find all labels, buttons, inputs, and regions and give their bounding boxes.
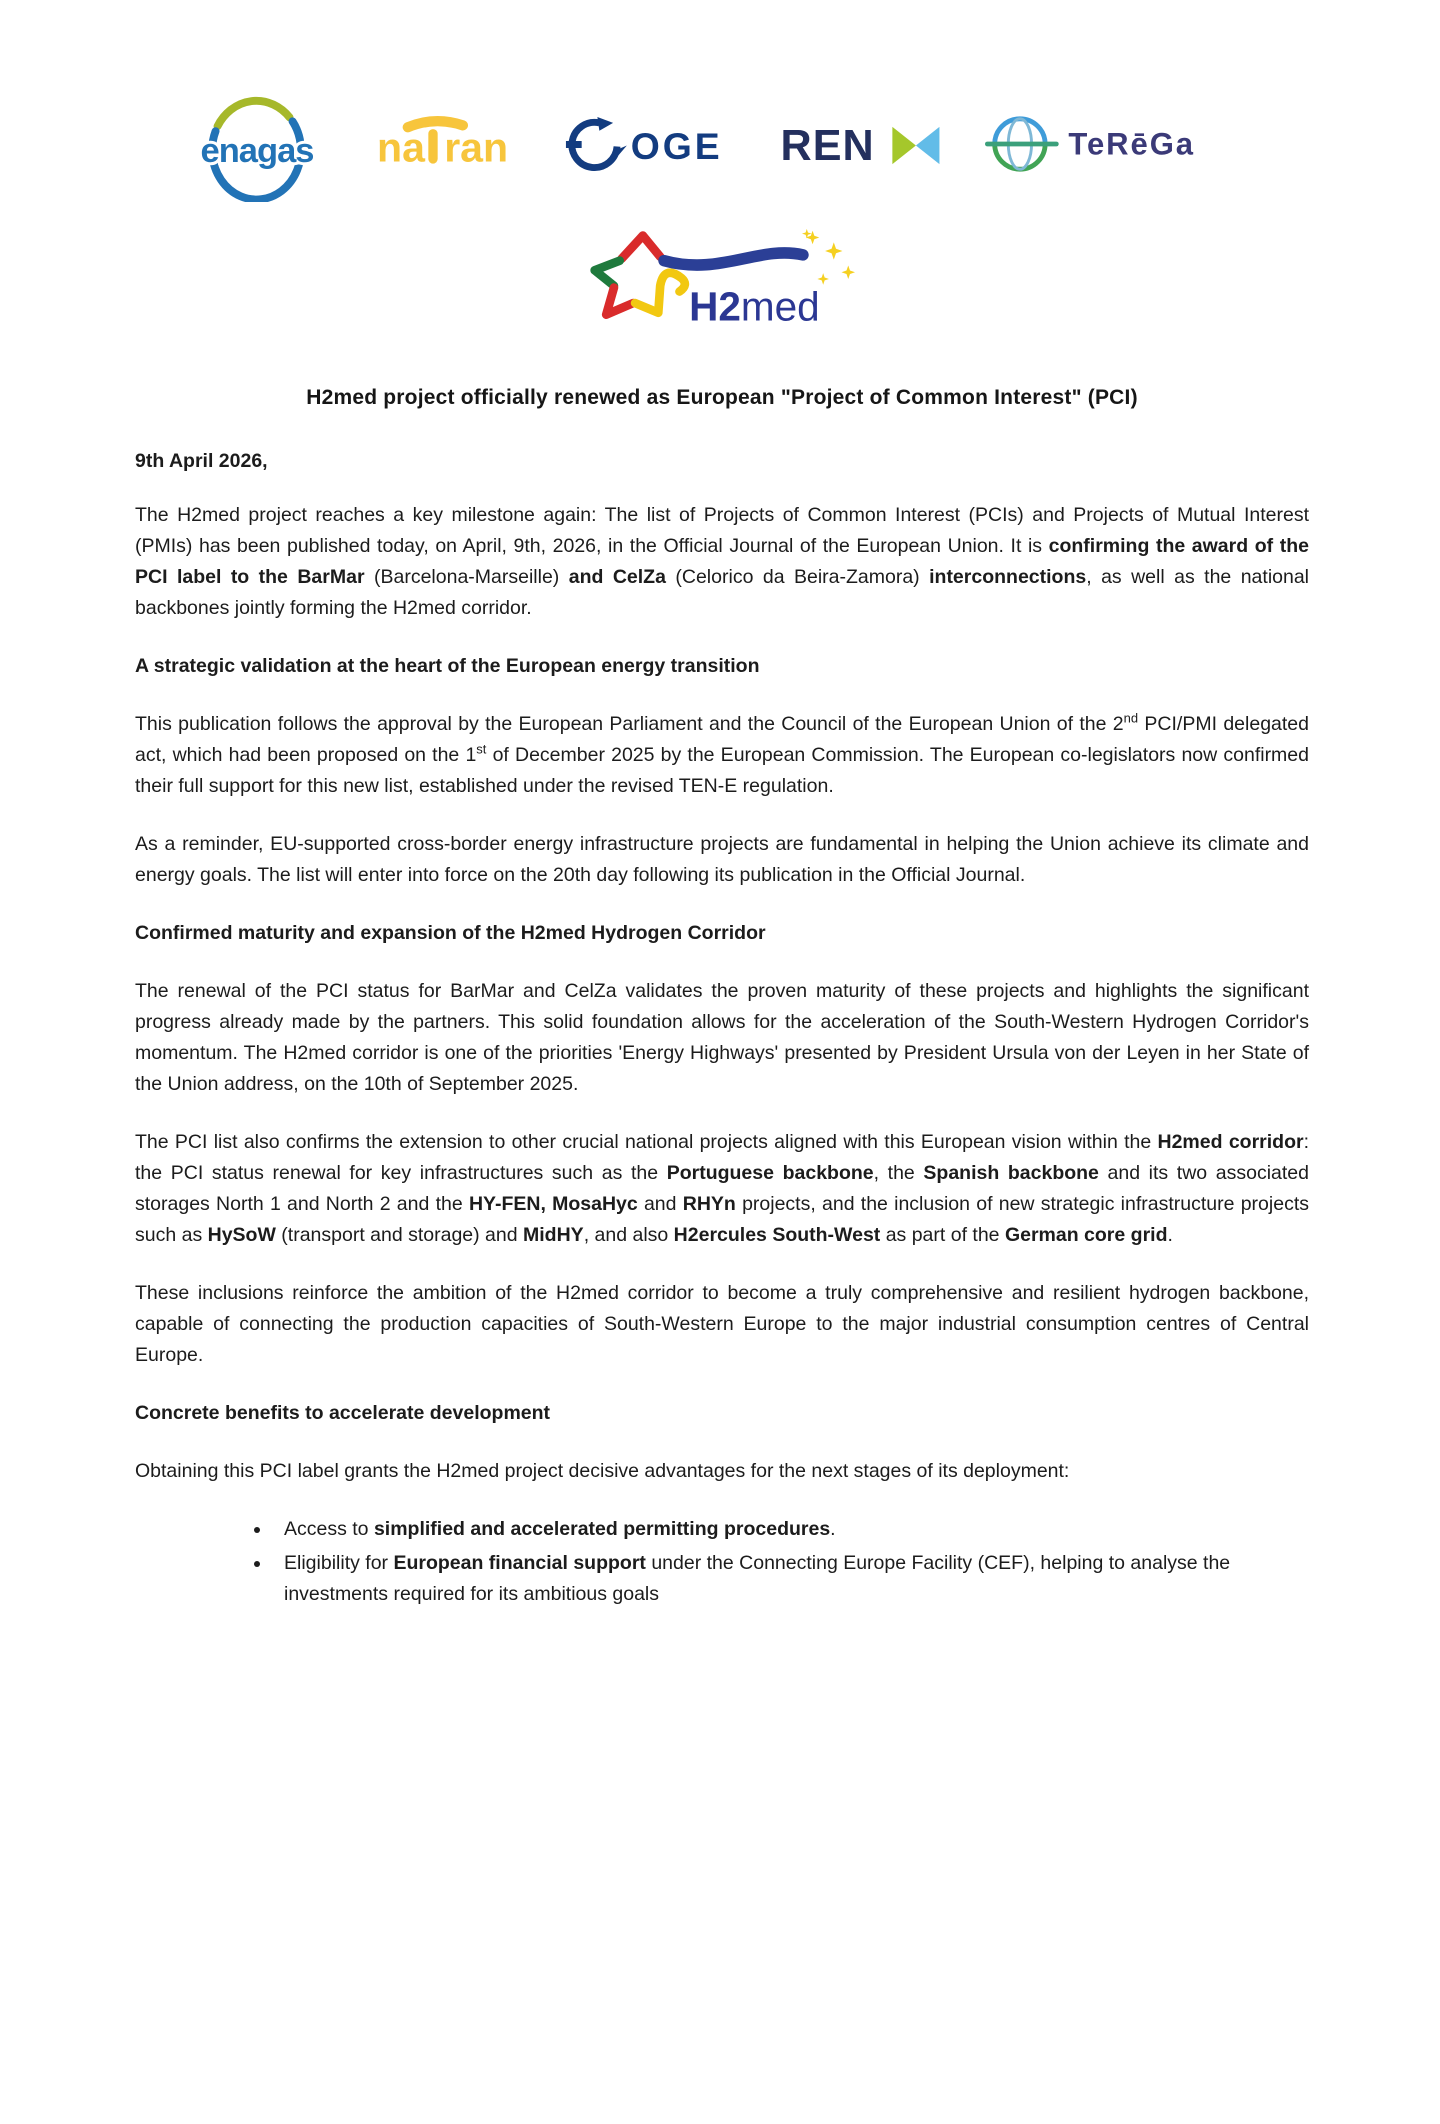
body-text: The H2med project reaches a key milestone again: The list of Projects of Common Interest (PCIs) and Projects of Mutual Interest (PMIs) has been published today, on April, 9th, 2026, in the Official Journal of the European Union. It is <box>135 504 1309 557</box>
body-text: . <box>1167 1224 1173 1246</box>
h2med-swoosh <box>664 253 803 265</box>
body-text: (transport and storage) and <box>275 1224 524 1246</box>
sparkle-icon <box>842 265 856 279</box>
body-text: . <box>830 1518 836 1540</box>
paragraph <box>135 1456 1309 1487</box>
terega-logo <box>985 109 1210 179</box>
paragraph <box>135 1127 1309 1251</box>
document-body <box>135 500 1309 1610</box>
oge-logo <box>562 116 734 173</box>
body-text: , the <box>873 1162 924 1184</box>
body-text: under the Connecting Europe Facility (CEF), helping to analyse the investments required for its ambitious goals <box>284 1552 1231 1605</box>
bold-text: interconnections <box>929 566 1087 588</box>
document-date: 9th April 2026, <box>135 450 268 472</box>
bold-text: and CelZa <box>568 566 666 588</box>
sparkle-icon <box>825 242 842 259</box>
bold-text: European financial support <box>393 1552 646 1574</box>
natran-logo <box>377 115 517 173</box>
bold-text: German core grid <box>1004 1224 1168 1246</box>
paragraph <box>135 1278 1309 1371</box>
natran-wordmark-right: ran <box>443 124 508 171</box>
paragraph <box>135 709 1309 802</box>
enagas-ellipse-top-arc <box>218 101 290 126</box>
body-text: projects, and the inclusion of new strategic infrastructure projects such as <box>135 1193 1309 1246</box>
body-text: This publication follows the approval by the European Parliament and the Council of the European Union of the 2 <box>135 713 1124 735</box>
bold-text: H2ercules South-West <box>673 1224 881 1246</box>
body-text: Access to <box>284 1518 374 1540</box>
oge-wordmark: OGE <box>630 124 723 167</box>
bold-text: MidHY <box>523 1224 584 1246</box>
ren-wordmark: REN <box>780 121 875 170</box>
h2med-star-red-top <box>622 236 661 259</box>
body-text: , as well as the national backbones jointly forming the H2med corridor. <box>135 566 1310 619</box>
body-text: (Celorico da Beira-Zamora) <box>665 566 930 588</box>
body-text: , and also <box>583 1224 674 1246</box>
terega-wordmark: TeRēGa <box>1068 126 1195 162</box>
body-text: (Barcelona-Marseille) <box>364 566 569 588</box>
bold-text: Portuguese backbone <box>666 1162 874 1184</box>
bold-text: Spanish backbone <box>923 1162 1099 1184</box>
body-text: The renewal of the PCI status for BarMar and CelZa validates the proven maturity of these projects and highlights the significant progress already made by the partners. This solid foundation allows for the acceleration of the South-Western Hydrogen Corridor's momentum. The H2med corridor is one of the priorities 'Energy Highways' presented by President Ursula von der Leyen in her State of the Union address, on the 10th of September 2025. <box>135 980 1309 1095</box>
body-text: PCI/PMI delegated act, which had been proposed on the 1 <box>135 713 1309 766</box>
terega-globe-bottom <box>995 144 1045 169</box>
body-text: These inclusions reinforce the ambition of the H2med corridor to become a truly comprehensive and resilient hydrogen backbone, capable of connecting the production capacities of South-Western Europe to the major industrial consumption centres of Central Europe. <box>135 1282 1309 1366</box>
terega-globe-bar <box>985 142 1059 147</box>
bold-text: RHYn <box>682 1193 736 1215</box>
bullet-item <box>272 1548 1309 1610</box>
body-text: Obtaining this PCI label grants the H2med project decisive advantages for the next stages of its deployment: <box>135 1460 1070 1482</box>
h2med-wordmark: H2med <box>689 283 820 330</box>
section-heading: A strategic validation at the heart of the European energy transition <box>135 655 760 677</box>
partner-logos <box>183 86 1210 202</box>
body-text: As a reminder, EU-supported cross-border energy infrastructure projects are fundamental in helping the Union achieve its climate and energy goals. The list will enter into force on the 20th day following its publication in the Official Journal. <box>135 833 1309 886</box>
enagas-wordmark: enagas <box>200 131 314 170</box>
h2med-star-red-bottom <box>606 288 633 315</box>
bullet-item <box>272 1514 1309 1545</box>
bold-text: H2med corridor <box>1157 1131 1304 1153</box>
ren-green-triangle-icon <box>892 126 916 163</box>
body-text: as part of the <box>880 1224 1005 1246</box>
bold-text: simplified and accelerated permitting procedures <box>373 1518 831 1540</box>
document-content <box>135 386 1309 1610</box>
natran-t-stem <box>428 129 437 164</box>
body-text: of December 2025 by the European Commission. The European co-legislators now confirmed their full support for this new list, established under the revised TEN-E regulation. <box>135 744 1309 797</box>
superscript-text: st <box>476 741 487 757</box>
body-text: and its two associated storages North 1 and North 2 and the <box>135 1162 1310 1215</box>
section-heading: Confirmed maturity and expansion of the H2med Hydrogen Corridor <box>135 922 766 944</box>
h2med-logo <box>575 224 865 332</box>
natran-wordmark-left: na <box>376 124 425 171</box>
h2med-star-yellow-swirl <box>635 273 685 313</box>
body-text: The PCI list also confirms the extension to other crucial national projects aligned with this European vision within the <box>135 1131 1158 1153</box>
ren-logo <box>780 119 940 170</box>
document-page <box>0 86 1440 1610</box>
enagas-logo <box>183 86 331 202</box>
page-title: H2med project officially renewed as European "Project of Common Interest" (PCI) <box>306 386 1138 409</box>
superscript-text: nd <box>1123 710 1139 726</box>
section-heading: Concrete benefits to accelerate development <box>135 1402 551 1424</box>
paragraph <box>135 500 1309 624</box>
oge-arrowhead <box>597 116 613 130</box>
bold-text: HySoW <box>207 1224 276 1246</box>
bullet-list <box>135 1514 1309 1610</box>
bold-text: HY-FEN, MosaHyc <box>468 1193 638 1215</box>
h2med-logo-row <box>0 224 1440 332</box>
body-text: and <box>637 1193 683 1215</box>
body-text: Eligibility for <box>284 1552 394 1574</box>
body-text: : the PCI status renewal for key infrastructures such as the <box>135 1131 1310 1184</box>
paragraph <box>135 829 1309 891</box>
bold-text: confirming the award of the PCI label to the BarMar <box>135 535 1309 588</box>
h2med-star-green-left <box>595 261 620 286</box>
paragraph <box>135 976 1309 1100</box>
terega-globe-top <box>995 119 1045 144</box>
ren-blue-triangle-icon <box>915 126 939 163</box>
